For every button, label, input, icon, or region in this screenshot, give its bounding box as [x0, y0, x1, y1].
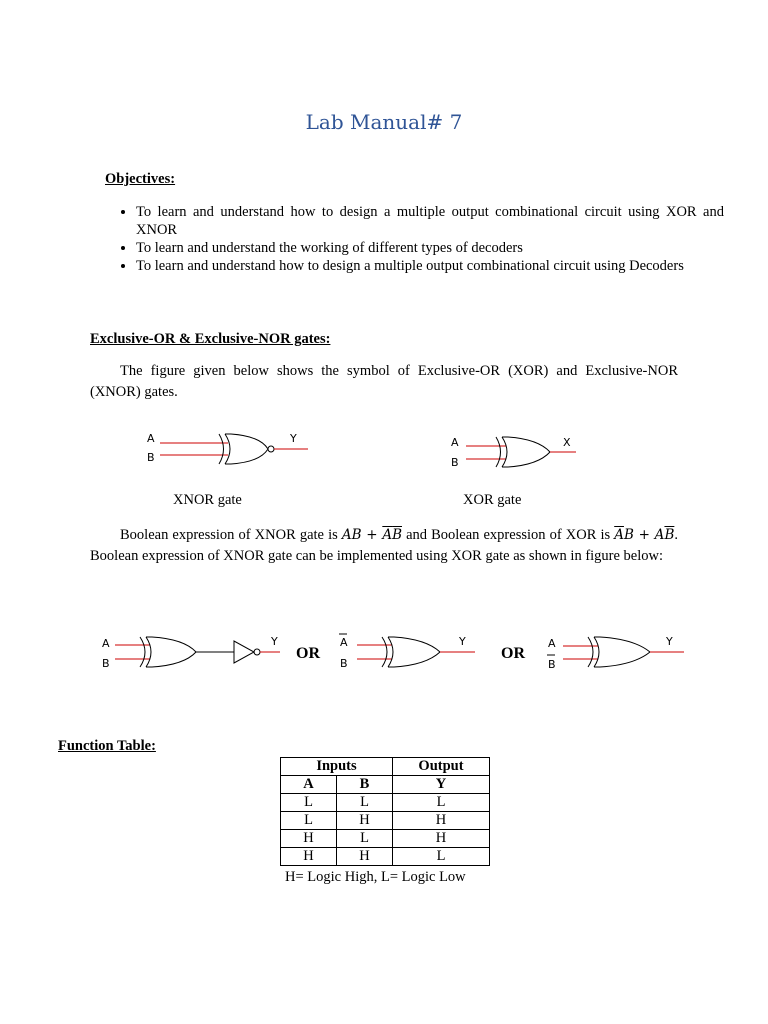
- boolean-paragraph: [90, 525, 678, 567]
- table-note: H= Logic High, L= Logic Low: [285, 869, 466, 885]
- xor-bbar-implementation: [547, 637, 684, 667]
- col-b-header: B: [337, 776, 393, 794]
- impl3-pin-out: Y: [666, 635, 673, 648]
- xnor-caption: XNOR gate: [173, 492, 242, 508]
- table-cell: L: [393, 794, 490, 812]
- list-item: • To learn and understand how to design a multiple output combinational circuit using XOR and XNOR: [136, 203, 724, 239]
- xnor-pin-out: Y: [290, 432, 297, 445]
- col-a-header: A: [281, 776, 337, 794]
- table-cell: L: [393, 848, 490, 866]
- table-cell: L: [281, 812, 337, 830]
- inputs-header: Inputs: [281, 758, 393, 776]
- page-title: Lab Manual# 7: [305, 110, 463, 134]
- list-item: • To learn and understand how to design a multiple output combinational circuit using Decoders: [136, 257, 724, 275]
- xor-caption: XOR gate: [463, 492, 522, 508]
- table-cell: H: [337, 812, 393, 830]
- list-item: • To learn and understand the working of different types of decoders: [136, 239, 724, 257]
- intro-paragraph: The figure given below shows the symbol of Exclusive-OR (XOR) and Exclusive-NOR (XNOR) gates.: [90, 363, 678, 400]
- xnor-gate-symbol: [160, 434, 308, 464]
- table-cell: H: [281, 848, 337, 866]
- table-cell: H: [337, 848, 393, 866]
- impl1-pin-b: B: [102, 657, 110, 670]
- table-cell: H: [393, 830, 490, 848]
- xor-gate-symbol: [466, 437, 576, 467]
- impl1-pin-a: A: [102, 637, 110, 650]
- impl3-pin-a: A: [548, 637, 556, 650]
- table-cell: L: [337, 830, 393, 848]
- table-row: [281, 830, 490, 848]
- impl1-pin-out: Y: [271, 635, 278, 648]
- table-cell: H: [281, 830, 337, 848]
- xor-abar-implementation: [339, 634, 475, 667]
- or-label-1: OR: [296, 645, 320, 662]
- table-row: [281, 794, 490, 812]
- table-row: [281, 812, 490, 830]
- xor-pin-b: B: [451, 456, 459, 469]
- impl2-pin-a: A: [340, 636, 348, 649]
- function-table: [280, 757, 490, 866]
- xnor-pin-b: B: [147, 451, 155, 464]
- xor-pin-out: X: [563, 436, 571, 449]
- boolean-text-3: . Boolean expression of XNOR gate can be implemented using XOR gate as shown in figure below:: [90, 527, 678, 564]
- impl2-pin-b: B: [340, 657, 348, 670]
- or-label-2: OR: [501, 645, 525, 662]
- function-table-heading: Function Table:: [58, 738, 156, 754]
- impl2-pin-out: Y: [459, 635, 466, 648]
- xor-expression: $\overline{A}B + A\overline{B}$: [614, 527, 675, 543]
- xnor-expression: AB + $\overline{A}\overline{B}$: [341, 527, 402, 543]
- boolean-text-2: and Boolean expression of XOR is: [401, 527, 615, 543]
- section-heading: Exclusive-OR & Exclusive-NOR gates:: [90, 331, 331, 347]
- table-row: [281, 848, 490, 866]
- xor-pin-a: A: [451, 436, 459, 449]
- impl3-pin-b: B: [548, 658, 556, 671]
- boolean-text-1: Boolean expression of XNOR gate is: [120, 527, 342, 543]
- col-y-header: Y: [393, 776, 490, 794]
- xor-not-implementation: [115, 637, 280, 667]
- xnor-pin-a: A: [147, 432, 155, 445]
- objectives-heading: Objectives:: [105, 171, 176, 187]
- table-cell: H: [393, 812, 490, 830]
- output-header: Output: [393, 758, 490, 776]
- table-cell: L: [281, 794, 337, 812]
- table-cell: L: [337, 794, 393, 812]
